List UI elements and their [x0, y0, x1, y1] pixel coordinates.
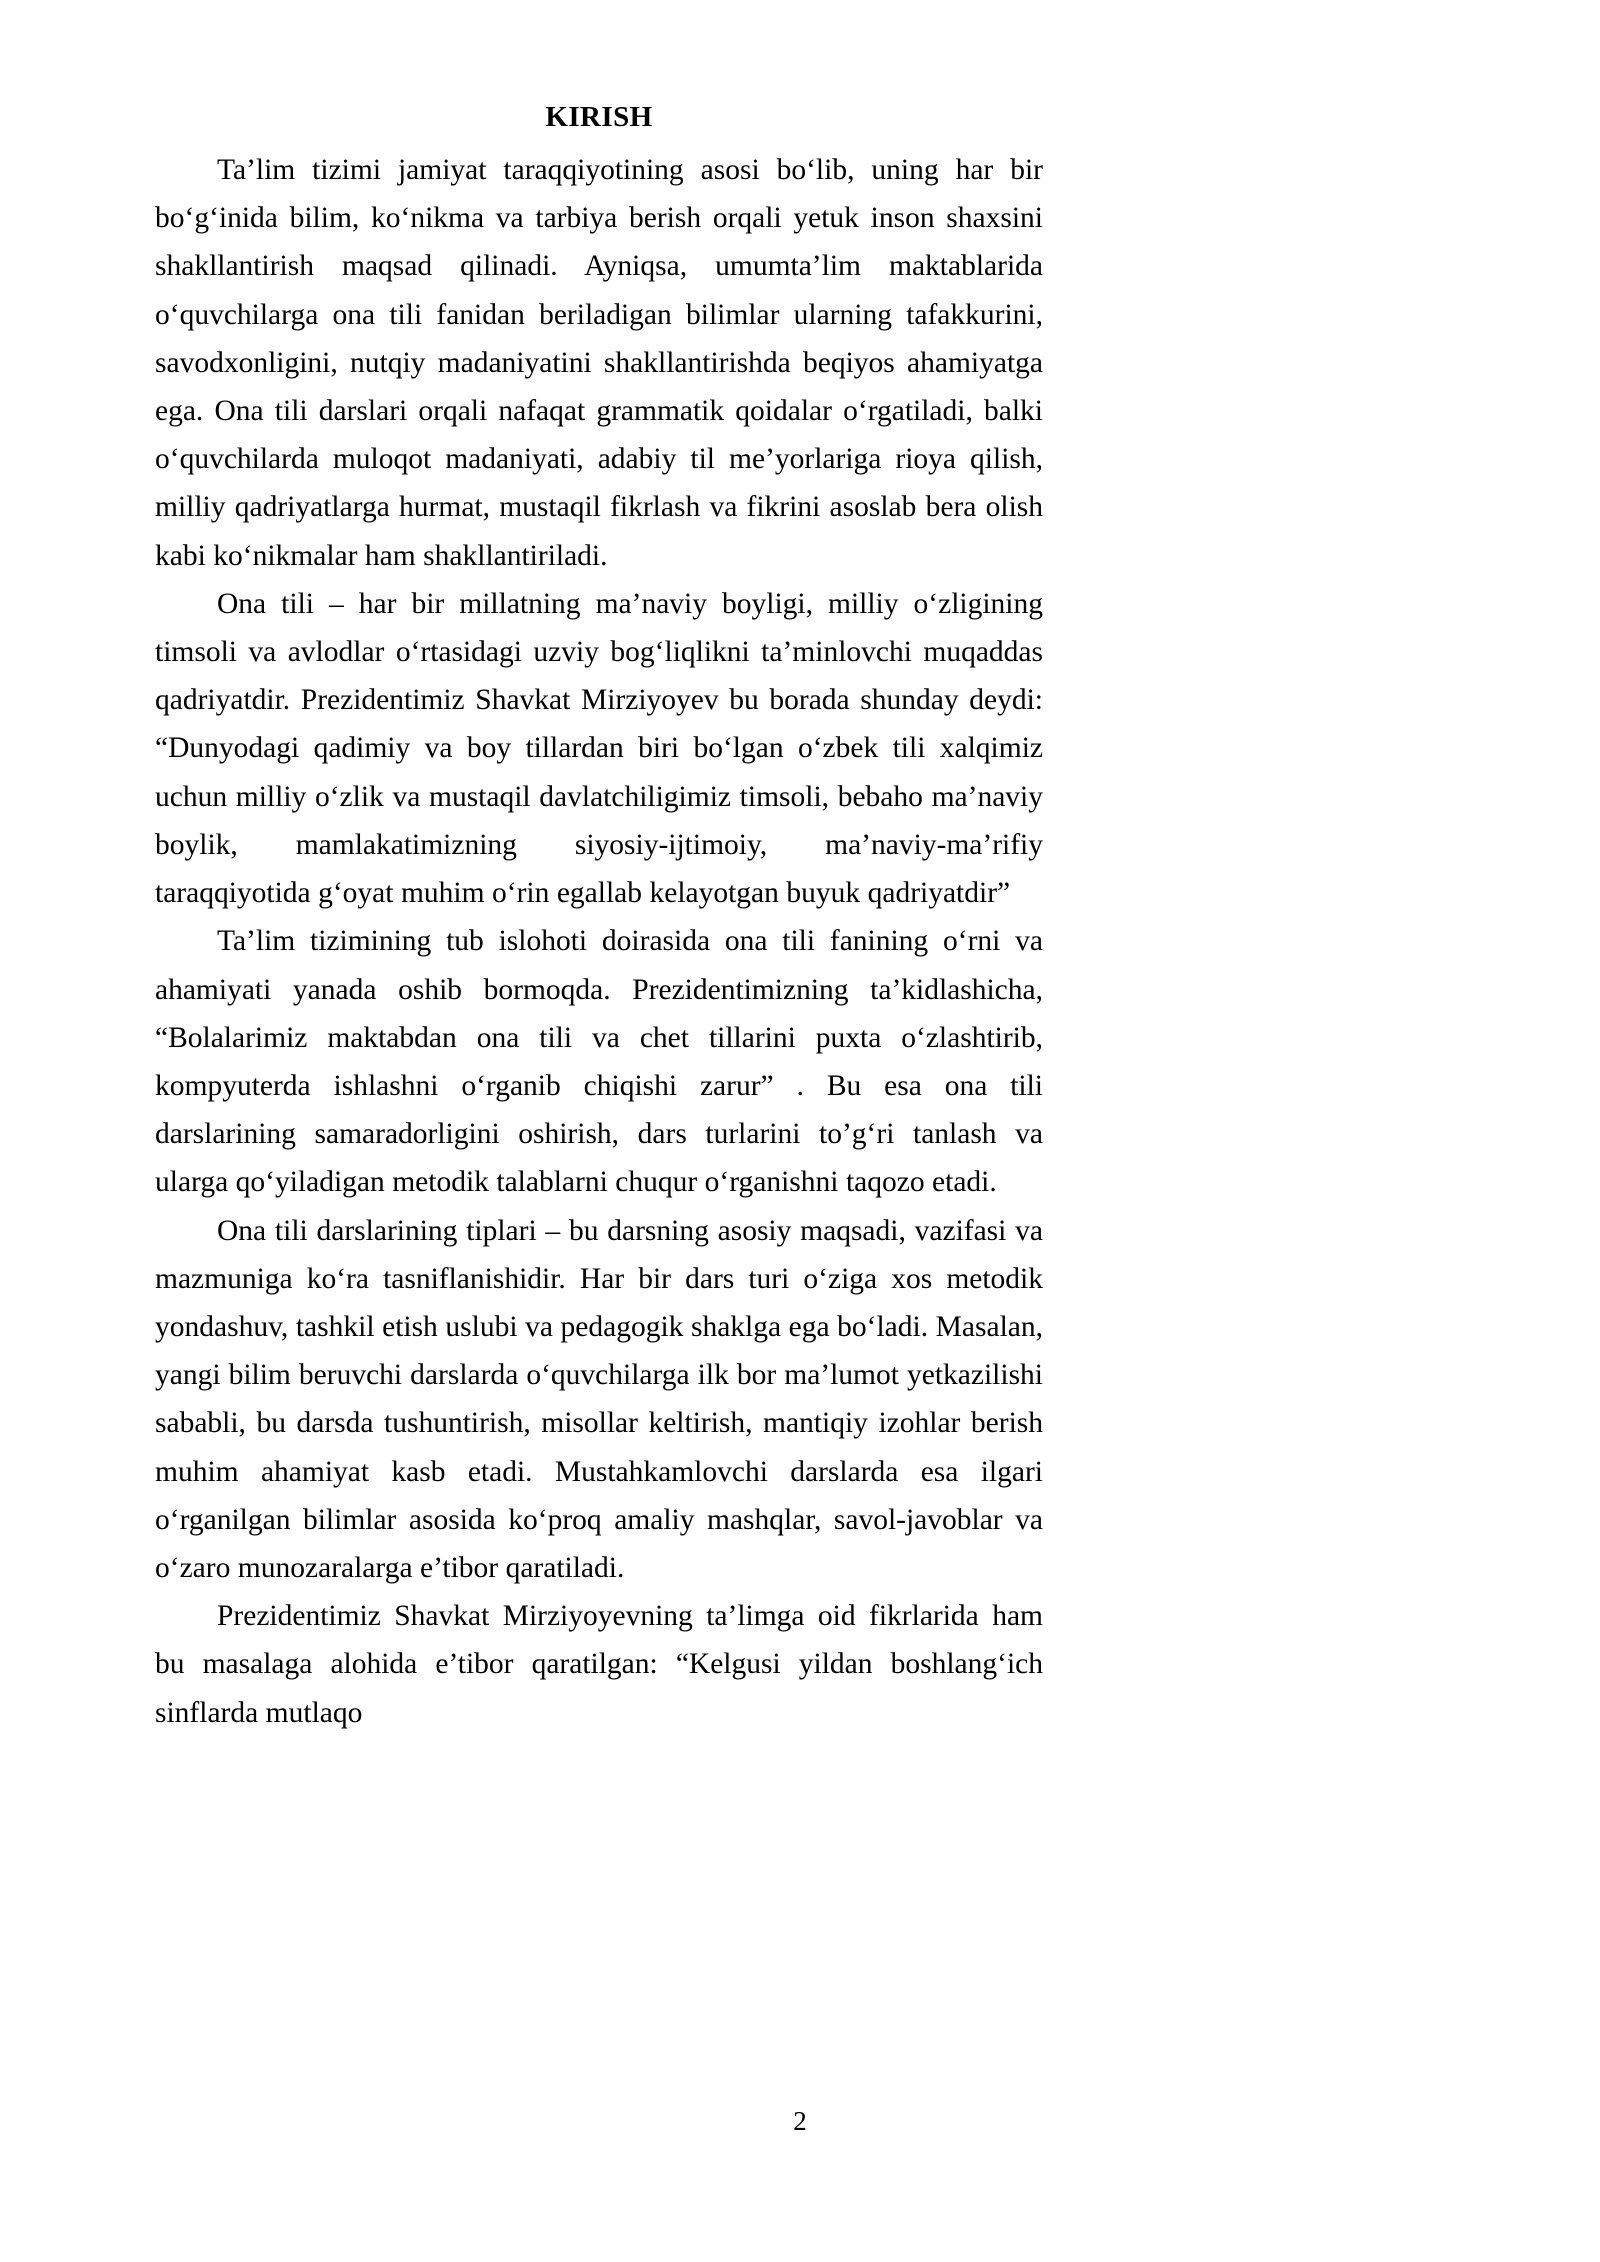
page-title: KIRISH: [545, 101, 653, 133]
body-paragraph-5: Prezidentimiz Shavkat Mirziyoyevning ta’limga oid fikrlarida ham bu masalaga alohida e’tibor qaratilgan: “Kelgusi yildan boshlang‘ich sinflarda mutlaqo: [155, 1600, 1043, 1729]
body-paragraph-3: Ta’lim tizimining tub islohoti doirasida ona tili fanining o‘rni va ahamiyati yanada oshib bormoqda. Prezidentimizning ta’kidlashicha, “Bolalarimiz maktabdan ona tili va chet tillarini puxta o‘zlashtirib, kompyuterda ishlashni o‘rganib chiqishi zarur” . Bu esa ona tili darslarining samaradorligini oshirish, dars turlarini to’g‘ri tanlash va ularga qo‘yiladigan metodik talablarni chuqur o‘rganishni taqozo etadi.: [155, 925, 1043, 1199]
body-paragraph-4: Ona tili darslarining tiplari – bu darsning asosiy maqsadi, vazifasi va mazmuniga ko‘ra tasniflanishidir. Har bir dars turi o‘ziga xos metodik yondashuv, tashkil etish uslubi va pedagogik shaklga ega bo‘ladi. Masalan, yangi bilim beruvchi darslarda o‘quvchilarga ilk bor ma’lumot yetkazilishi sababli, bu darsda tushuntirish, misollar keltirish, mantiqiy izohlar berish muhim ahamiyat kasb etadi. Mustahkamlovchi darslarda esa ilgari o‘rganilgan bilimlar asosida ko‘proq amaliy mashqlar, savol-javoblar va o‘zaro munozaralarga e’tibor qaratiladi.: [155, 1214, 1043, 1584]
page-number-footer: 2: [793, 2106, 807, 2136]
body-paragraph-1: Ta’lim tizimi jamiyat taraqqiyotining asosi bo‘lib, uning har bir bo‘g‘inida bilim, ko‘nikma va tarbiya berish orqali yetuk inson shaxsini shakllantirish maqsad qilinadi. Ayniqsa, umumta’lim maktablarida o‘quvchilarga ona tili fanidan beriladigan bilimlar ularning tafakkurini, savodxonligini, nutqiy madaniyatini shakllantirishda beqiyos ahamiyatga ega. Ona tili darslari orqali nafaqat grammatik qoidalar o‘rgatiladi, balki o‘quvchilarda muloqot madaniyati, adabiy til me’yorlariga rioya qilish, milliy qadriyatlarga hurmat, mustaqil fikrlash va fikrini asoslab bera olish kabi ko‘nikmalar ham shakllantiriladi.: [155, 154, 1043, 572]
body-paragraph-2: Ona tili – har bir millatning ma’naviy boyligi, milliy o‘zligining timsoli va avlodlar o‘rtasidagi uzviy bog‘liqlikni ta’minlovchi muqaddas qadriyatdir. Prezidentimiz Shavkat Mirziyoyev bu borada shunday deydi: “Dunyodagi qadimiy va boy tillardan biri bo‘lgan o‘zbek tili xalqimiz uchun milliy o‘zlik va mustaqil davlatchiligimiz timsoli, bebaho ma’naviy boylik, mamlakatimizning siyosiy-ijtimoiy, ma’naviy-ma’rifiy taraqqiyotida g‘oyat muhim o‘rin egallab kelayotgan buyuk qadriyatdir”: [155, 587, 1043, 910]
page-content: [155, 96, 1043, 1737]
